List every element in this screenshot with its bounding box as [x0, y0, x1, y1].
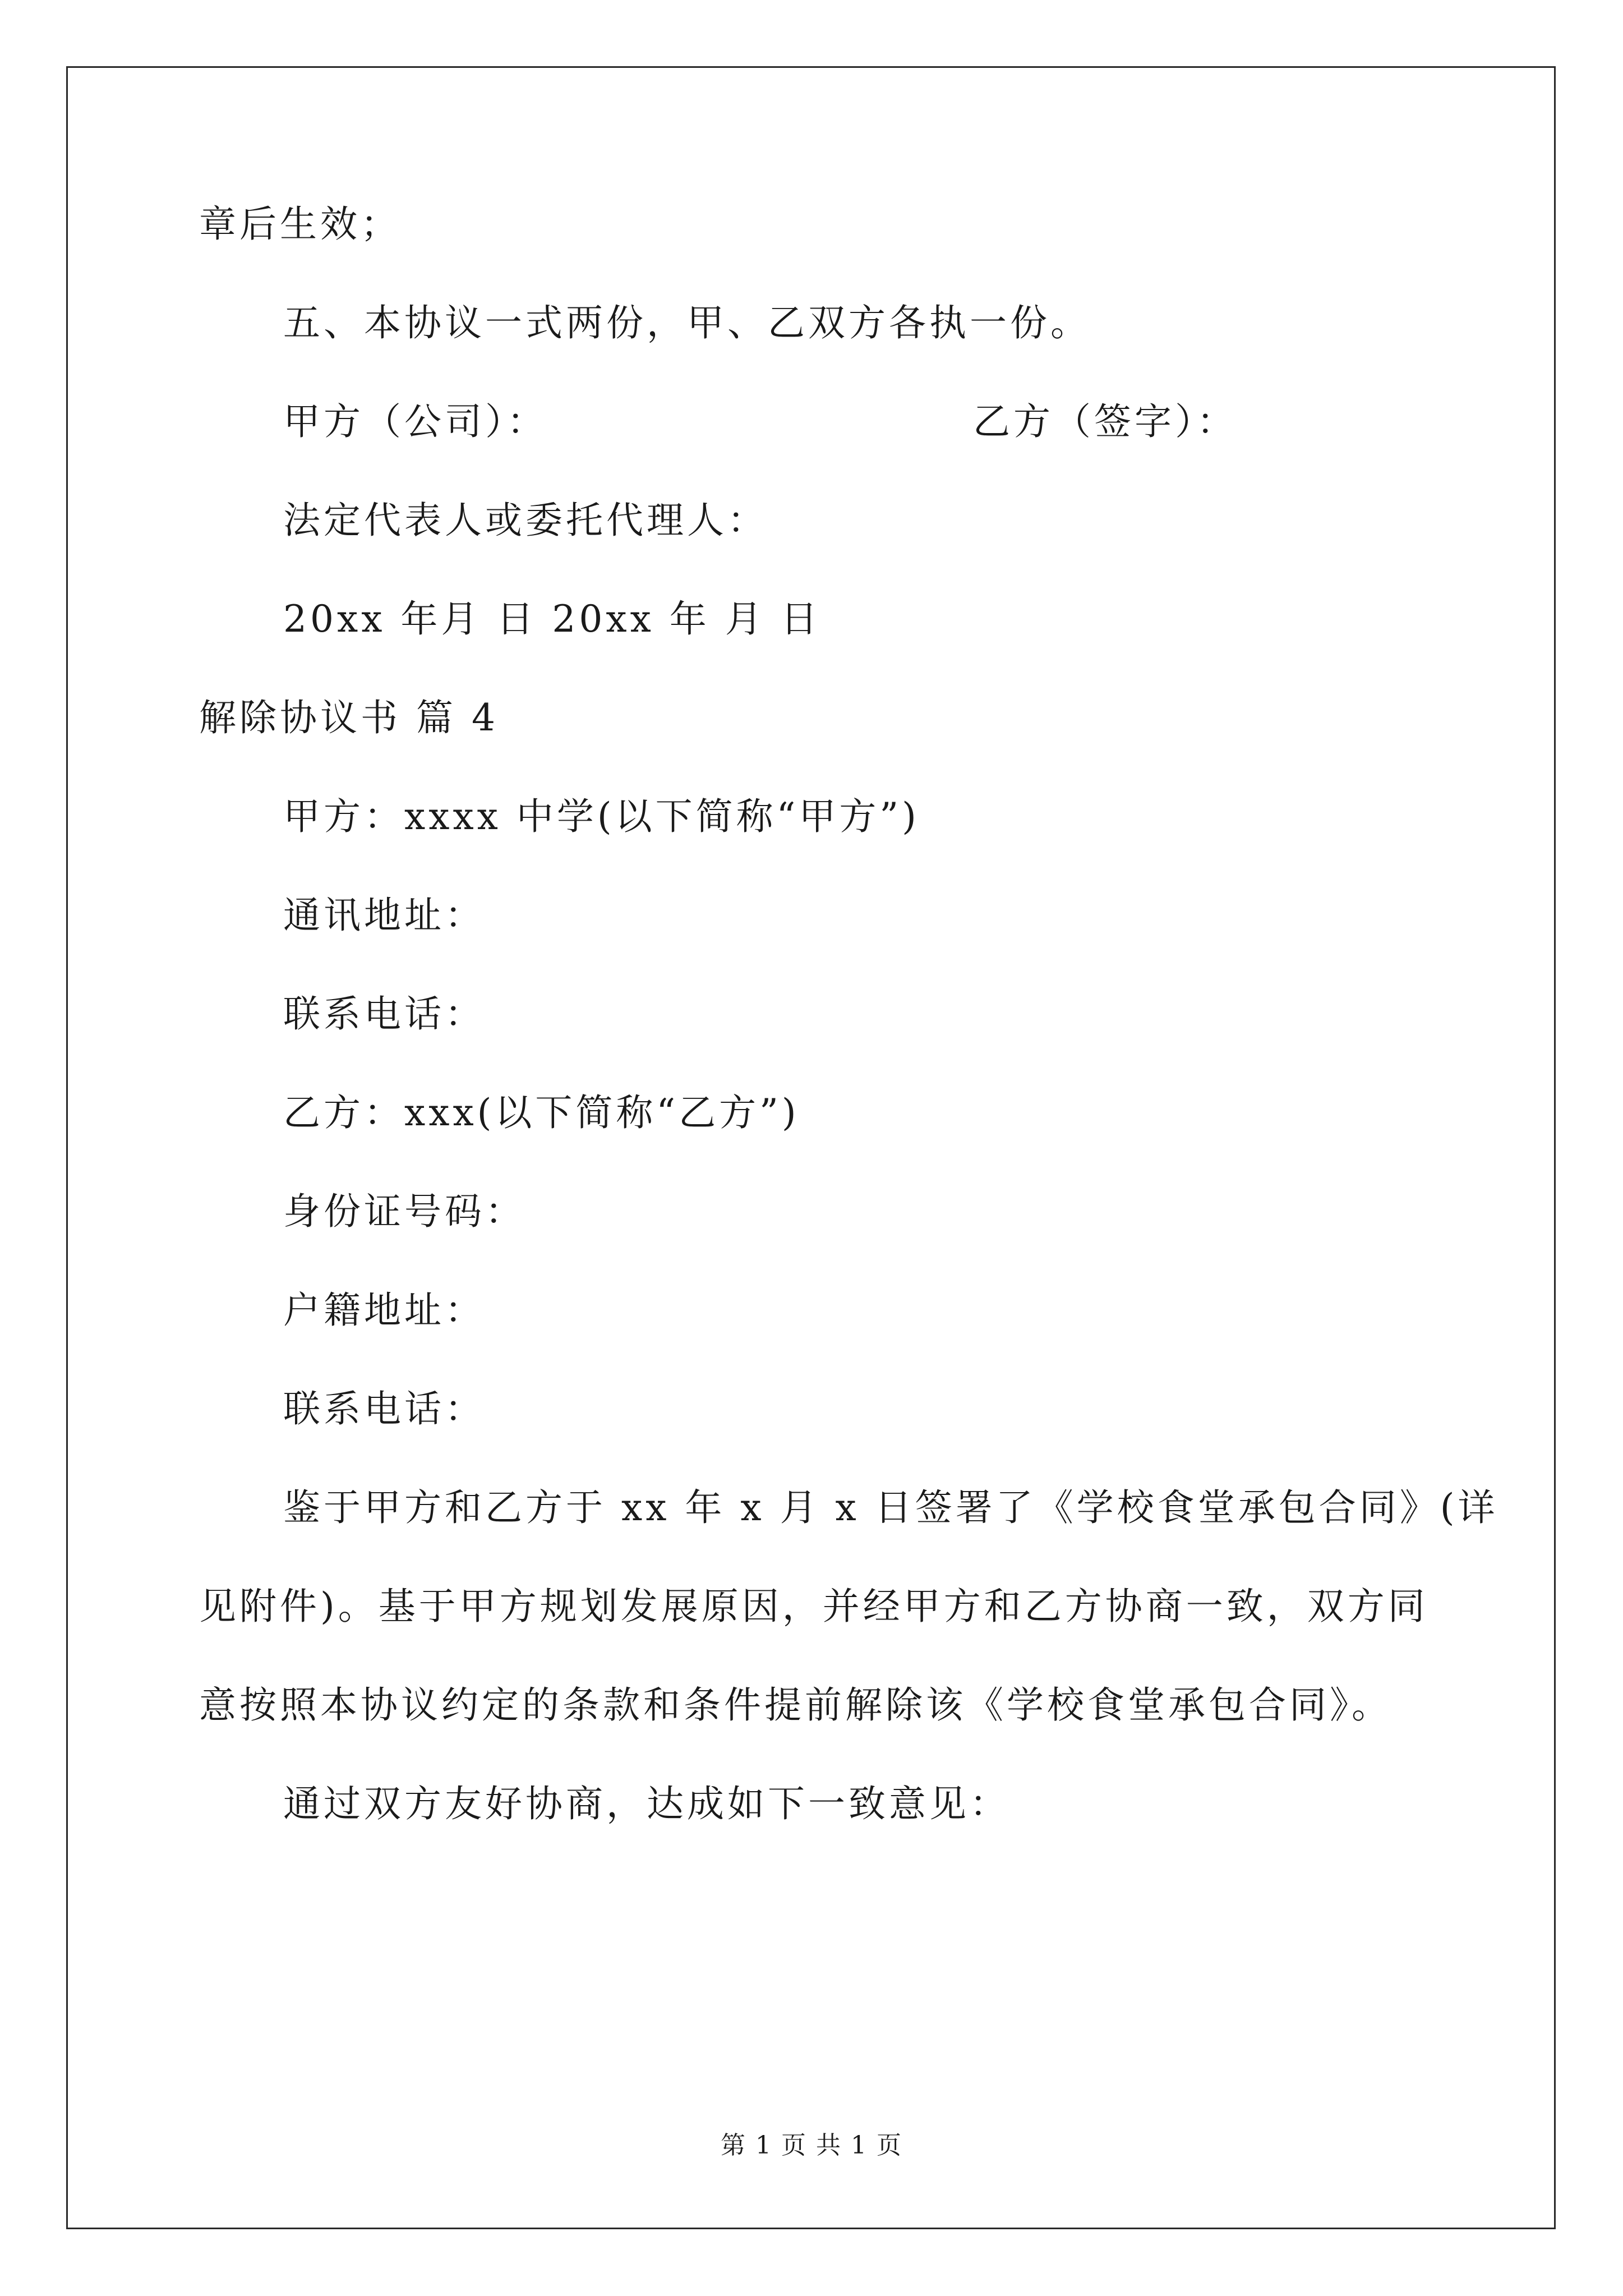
signature-party-a: 甲方（公司）： — [283, 400, 547, 443]
paragraph-line: 意按照本协议约定的条款和条件提前解除该《学校食堂承包合同》。 — [199, 1683, 1392, 1727]
text-line: 户籍地址： — [283, 1289, 485, 1332]
paragraph-line: 鉴于甲方和乙方于 xx 年 x 月 x 日签署了《学校食堂承包合同》(详 — [283, 1486, 1498, 1529]
text-line: 章后生效； — [199, 203, 401, 246]
paragraph-line: 见附件)。基于甲方规划发展原因，并经甲方和乙方协商一致，双方同 — [199, 1585, 1428, 1628]
text-line: 联系电话： — [283, 1387, 485, 1430]
text-line: 联系电话： — [283, 992, 485, 1036]
text-line: 法定代表人或委托代理人： — [283, 499, 768, 542]
text-line: 通讯地址： — [283, 894, 485, 937]
page-frame — [66, 66, 1556, 2229]
date-line: 20xx 年月 日 20xx 年 月 日 — [283, 597, 821, 641]
text-line: 五、本协议一式两份，甲、乙双方各执一份。 — [283, 301, 1091, 344]
section-heading: 解除协议书 篇 4 — [199, 696, 499, 739]
text-line: 通过双方友好协商，达成如下一致意见： — [283, 1782, 1010, 1825]
page-footer: 第 1 页 共 1 页 — [721, 2131, 902, 2160]
signature-party-b: 乙方（签字）： — [973, 400, 1237, 443]
text-line: 身份证号码： — [283, 1190, 525, 1233]
text-line: 甲方：xxxx 中学(以下简称“甲方”) — [283, 795, 920, 838]
text-line: 乙方：xxx(以下简称“乙方”) — [283, 1091, 800, 1134]
